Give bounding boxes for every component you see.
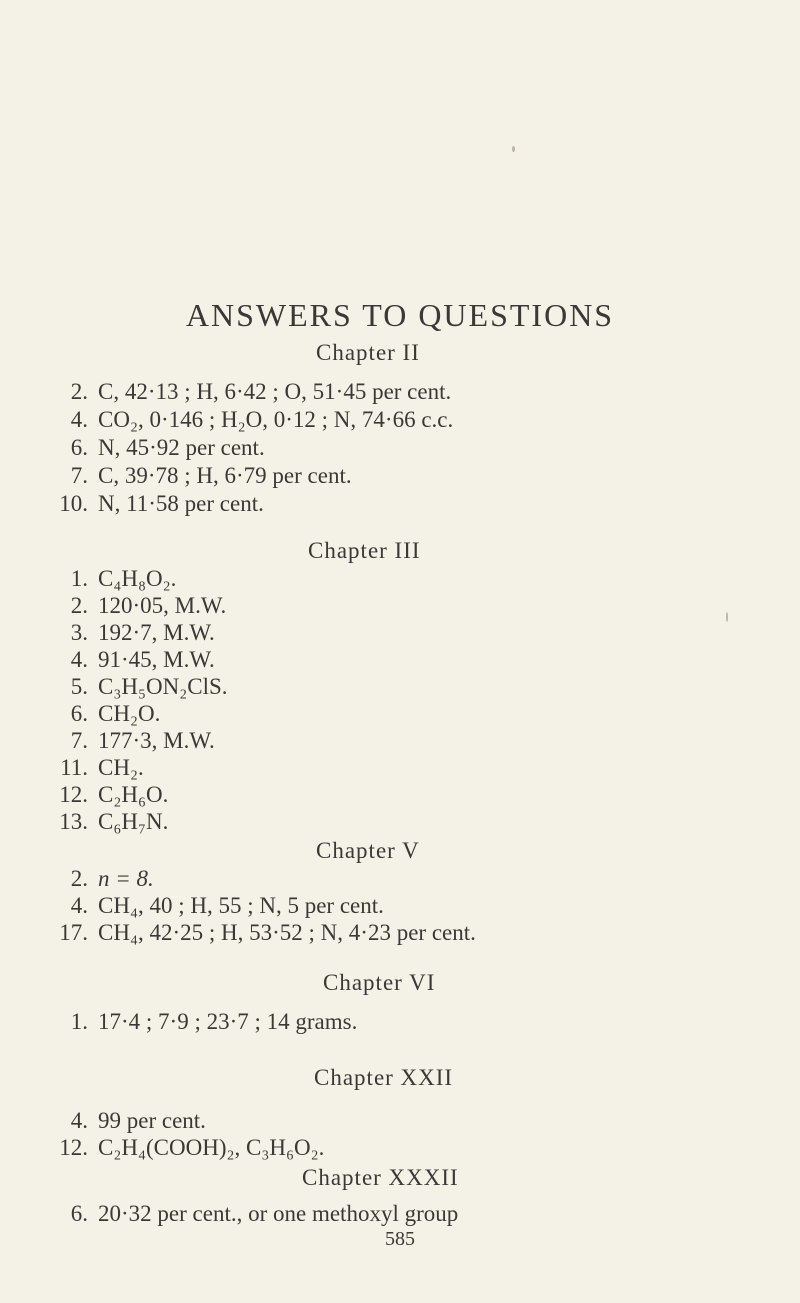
answer-item (52, 462, 352, 490)
answer-number: 7. (70, 728, 88, 753)
answer-item (52, 808, 168, 836)
page-title: ANSWERS TO QUESTIONS (185, 297, 615, 334)
answer-number: 1. (70, 566, 88, 591)
answer-item (52, 1107, 206, 1135)
page-number: 585 (385, 1228, 415, 1250)
answer-number: 4. (70, 1108, 88, 1133)
scan-speck (726, 612, 728, 622)
answer-item (52, 378, 451, 406)
answer-text: 99 per cent. (98, 1108, 206, 1133)
answer-item (52, 754, 144, 782)
answer-number: 12. (59, 1135, 88, 1160)
chapter-heading: Chapter XXXII (302, 1165, 459, 1190)
answer-item (52, 700, 160, 728)
answer-number: 4. (70, 407, 88, 432)
answer-item (52, 892, 384, 920)
answer-text: 20·32 per cent., or one methoxyl group (98, 1201, 459, 1226)
chapter-heading: Chapter III (308, 538, 421, 563)
answer-text: N, 45·92 per cent. (98, 435, 265, 460)
answer-text: 177·3, M.W. (98, 728, 215, 753)
answer-text: 91·45, M.W. (98, 647, 215, 672)
chapter-heading: Chapter XXII (314, 1065, 454, 1090)
answer-number: 7. (70, 463, 88, 488)
scan-speck (512, 146, 515, 152)
answer-item (52, 1200, 458, 1228)
answer-item (52, 646, 215, 674)
answer-item (52, 727, 215, 755)
answer-number: 11. (60, 755, 88, 780)
answer-number: 6. (70, 701, 88, 726)
answer-text: C₃H₅ON₂ClS. (98, 674, 228, 699)
answer-number: 12. (59, 782, 88, 807)
answer-text: CH₄, 42·25 ; H, 53·52 ; N, 4·23 per cent. (98, 920, 476, 945)
answer-number: 13. (59, 809, 88, 834)
answer-item (52, 865, 154, 893)
answer-number: 2. (70, 866, 88, 891)
answer-item (52, 1008, 357, 1036)
chapter-heading: Chapter VI (323, 970, 436, 995)
answer-text: CH₄, 40 ; H, 55 ; N, 5 per cent. (98, 893, 384, 918)
answer-item (52, 781, 168, 809)
answer-number: 4. (70, 893, 88, 918)
answer-text: CH₂. (98, 755, 144, 780)
answer-item (52, 592, 226, 620)
answer-text: CO₂, 0·146 ; H₂O, 0·12 ; N, 74·66 c.c. (98, 407, 454, 432)
answer-text: C, 42·13 ; H, 6·42 ; O, 51·45 per cent. (98, 379, 452, 404)
answer-item (52, 619, 215, 647)
answer-text: n = 8. (98, 866, 154, 891)
answer-text: C, 39·78 ; H, 6·79 per cent. (98, 463, 352, 488)
answer-number: 6. (70, 435, 88, 460)
answer-text: CH₂O. (98, 701, 161, 726)
answer-number: 4. (70, 647, 88, 672)
answer-number: 3. (70, 620, 88, 645)
answer-number: 2. (70, 379, 88, 404)
chapter-heading: Chapter II (316, 340, 420, 365)
answer-text: C₂H₆O. (98, 782, 169, 807)
answer-text: 192·7, M.W. (98, 620, 215, 645)
chapter-heading: Chapter V (316, 838, 420, 863)
answer-number: 6. (70, 1201, 88, 1226)
answer-item (52, 434, 265, 462)
answer-text: C₆H₇N. (98, 809, 169, 834)
answer-text: 120·05, M.W. (98, 593, 227, 618)
answer-item (52, 406, 453, 434)
answer-item (52, 565, 176, 593)
answer-number: 2. (70, 593, 88, 618)
answer-item (52, 919, 476, 947)
answer-number: 10. (59, 491, 88, 516)
answer-text: C₄H₈O₂. (98, 566, 177, 591)
answer-number: 5. (70, 674, 88, 699)
answer-item (52, 490, 264, 518)
answer-text: 17·4 ; 7·9 ; 23·7 ; 14 grams. (98, 1009, 358, 1034)
answer-text: C₂H₄(COOH)₂, C₃H₆O₂. (98, 1135, 325, 1160)
answer-number: 1. (70, 1009, 88, 1034)
answer-item (52, 673, 228, 701)
answer-text: N, 11·58 per cent. (98, 491, 264, 516)
answer-item (52, 1134, 324, 1162)
answer-number: 17. (59, 920, 88, 945)
